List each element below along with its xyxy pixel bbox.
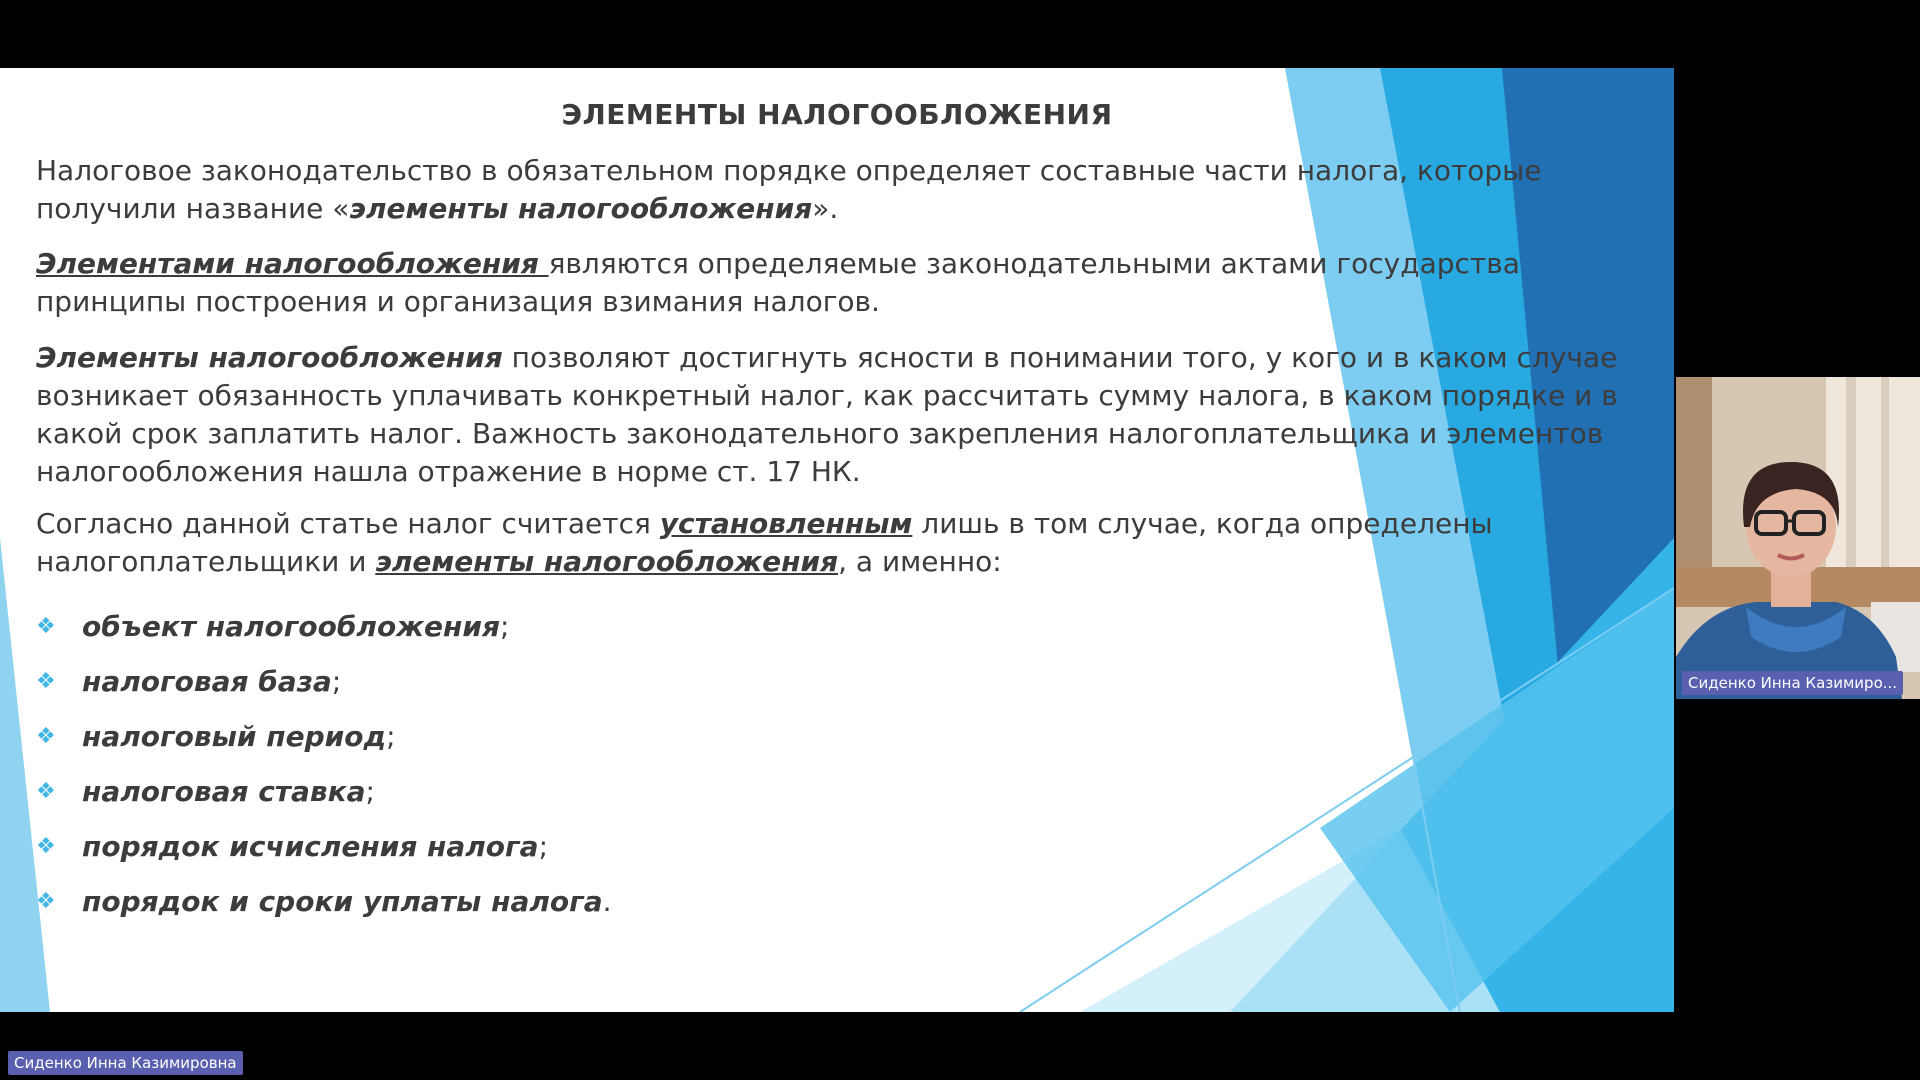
tax-elements-list [36,599,612,929]
list-item [36,764,612,819]
list-item-punct: . [602,885,612,918]
paragraph-3-text: позволяют достигнуть ясности в понимании того, у кого и в каком случае возникает обязанность уплачивать конкретный налог, как рассчитать сумму налога, в каком порядке и в какой срок заплатить налог. Важность законодательного закрепления налогоплательщика и элементов налогообложения нашла отражение в норме ст. 17 НК. [36,341,1618,488]
paragraph-2-term: Элементами налогообложения [36,247,549,280]
list-item-punct: ; [365,775,375,808]
list-item-label: объект налогообложения [82,610,500,643]
list-item-label: налоговая ставка [82,775,366,808]
presenter-name-tag: Сиденко Инна Казимировна [8,1051,243,1075]
paragraph-4 [36,505,1636,581]
paragraph-4-term-a: установленным [659,507,913,540]
paragraph-2 [36,245,1636,321]
diamond-bullet-icon: ❖ [36,779,56,804]
list-item [36,599,612,654]
list-item [36,819,612,874]
list-item-punct: ; [331,665,342,698]
diamond-bullet-icon: ❖ [36,724,56,749]
paragraph-1-term: элементы налогообложения [349,192,813,225]
list-item-label: налоговый период [82,720,387,753]
paragraph-3 [36,339,1636,491]
paragraph-4-text-c: , а именно: [838,545,1002,578]
list-item [36,709,612,764]
paragraph-4-text-b: лишь в том случае, когда определены налогоплательщики и [36,507,1493,578]
list-item [36,654,612,709]
list-item [36,874,612,929]
list-item-punct: ; [386,720,396,753]
list-item-punct: ; [538,830,548,863]
diamond-bullet-icon: ❖ [36,834,56,859]
participant-video-tile[interactable] [1676,377,1920,699]
speaker-name-tag: Сиденко Инна Казимиро... [1682,671,1903,695]
paragraph-4-text-a: Согласно данной статье налог считается [36,507,660,540]
paragraph-4-term-b: элементы налогообложения [375,545,839,578]
participant-video-feed [1676,377,1920,699]
list-item-label: порядок исчисления налога [82,830,539,863]
diamond-bullet-icon: ❖ [36,669,56,694]
paragraph-3-term: Элементы налогообложения [36,341,503,374]
list-item-punct: ; [499,610,510,643]
paragraph-1 [36,152,1636,228]
paragraph-1-end: ». [812,192,839,225]
slide-title: ЭЛЕМЕНТЫ НАЛОГООБЛОЖЕНИЯ [561,98,1113,131]
paragraph-2-text: являются определяемые законодательными актами государства принципы построения и организация взимания налогов. [36,247,1520,318]
list-item-label: порядок и сроки уплаты налога [82,885,603,918]
diamond-bullet-icon: ❖ [36,889,56,914]
shared-slide [0,68,1674,1012]
paragraph-1-text: Налоговое законодательство в обязательном порядке определяет составные части налога, которые получили название « [36,154,1542,225]
diamond-bullet-icon: ❖ [36,614,56,639]
list-item-label: налоговая база [82,665,332,698]
